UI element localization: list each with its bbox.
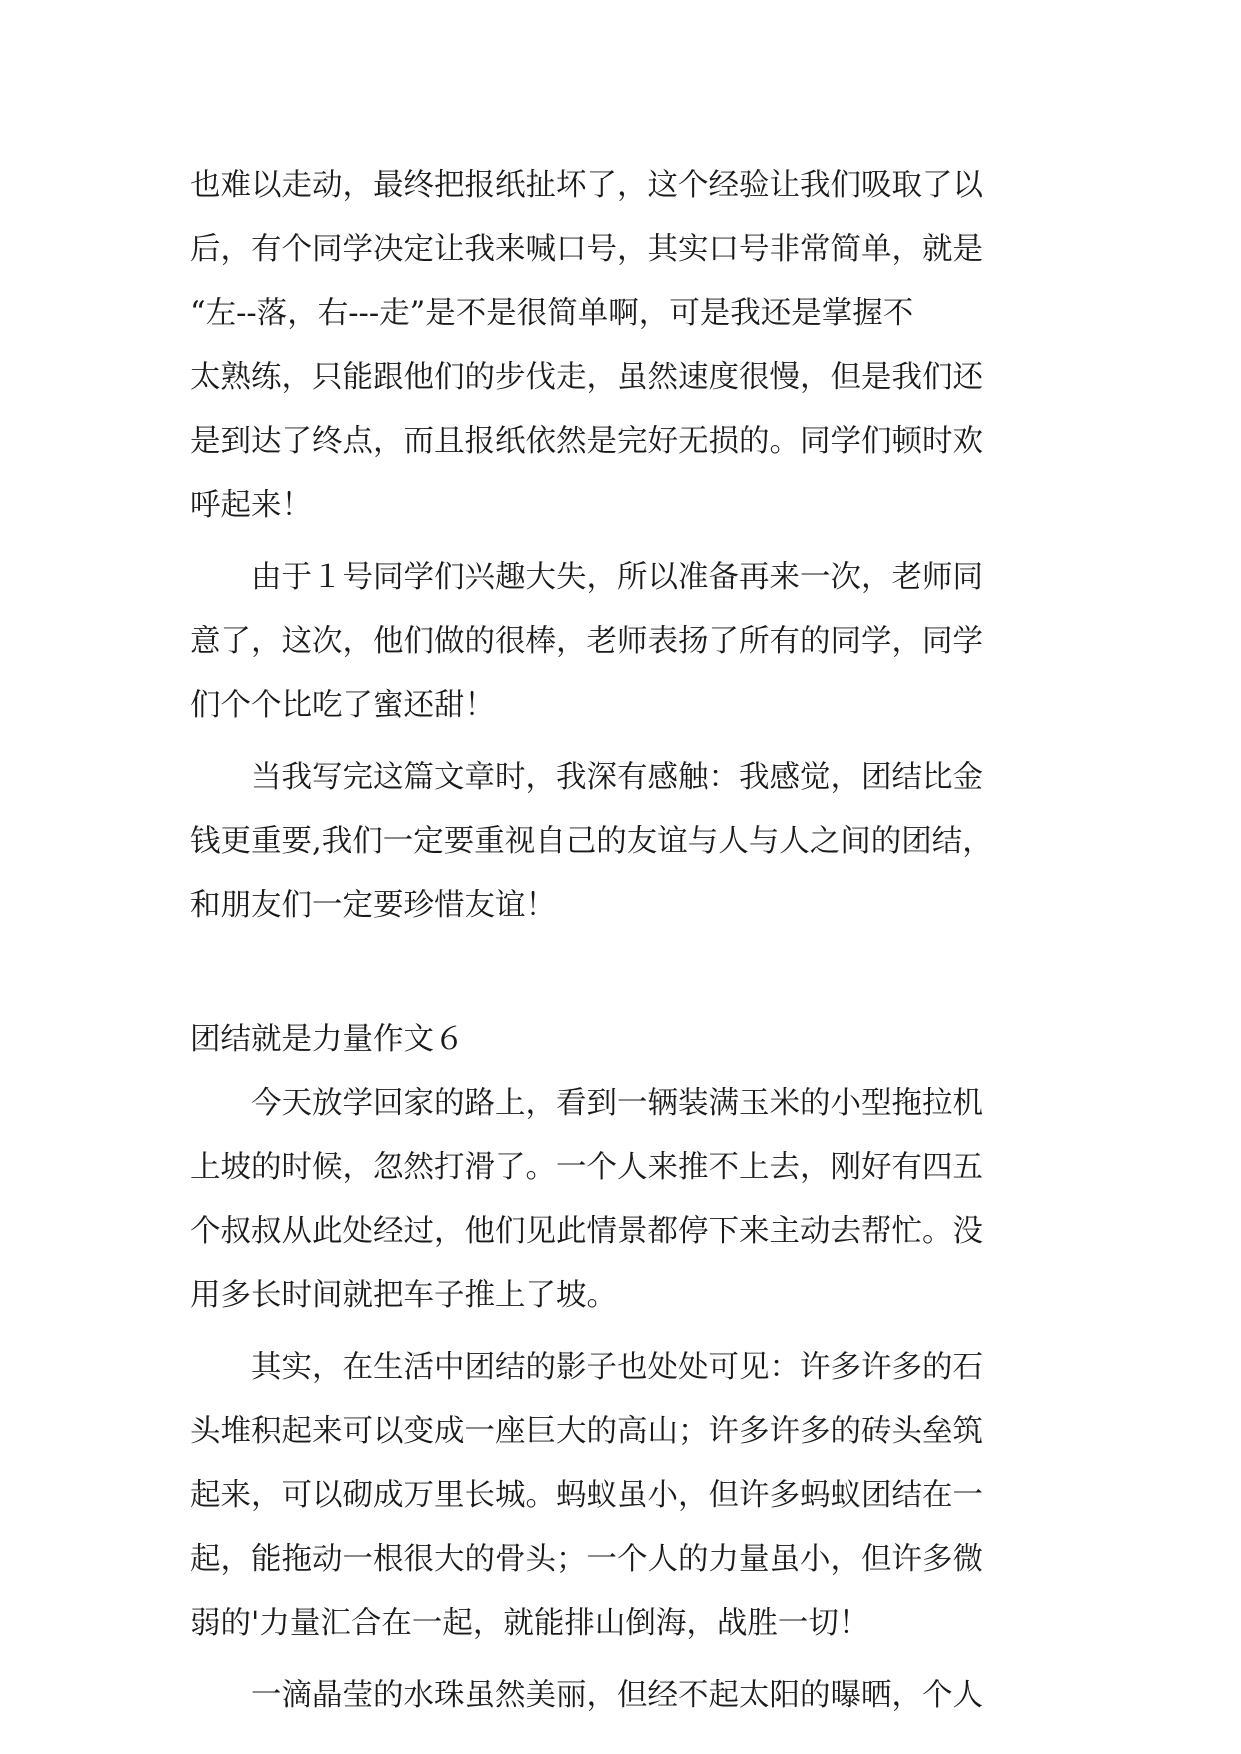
text-line: 用多长时间就把车子推上了坡。 [190, 1278, 617, 1313]
text-line: 钱更重要,我们一定要重视自己的友谊与人与人之间的团结， [190, 824, 993, 859]
document-body [190, 154, 1060, 1728]
text-line: 今天放学回家的路上，看到一辆装满玉米的小型拖拉机 [190, 1086, 983, 1121]
text-line: 当我写完这篇文章时，我深有感触：我感觉，团结比金 [190, 760, 983, 795]
paragraph [190, 1072, 1060, 1328]
text-line: 其实，在生活中团结的影子也处处可见：许多许多的石 [190, 1350, 983, 1385]
text-line: 由于１号同学们兴趣大失，所以准备再来一次，老师同 [190, 560, 983, 595]
paragraph [190, 746, 1060, 938]
text-line: 头堆积起来可以变成一座巨大的高山；许多许多的砖头垒筑 [190, 1414, 983, 1449]
section-spacer [190, 938, 1060, 1008]
paragraph [190, 154, 1060, 538]
text-line: 个叔叔从此处经过，他们见此情景都停下来主动去帮忙。没 [190, 1214, 983, 1249]
paragraph [190, 1664, 1060, 1728]
text-line: 后，有个同学决定让我来喊口号，其实口号非常简单，就是 [190, 232, 983, 267]
text-line: “左--落，右---走”是不是很简单啊，可是我还是掌握不 [190, 296, 914, 331]
text-line: 也难以走动，最终把报纸扯坏了，这个经验让我们吸取了以 [190, 168, 983, 203]
text-line: 是到达了终点，而且报纸依然是完好无损的。同学们顿时欢 [190, 424, 983, 459]
text-line: 弱的'力量汇合在一起，就能排山倒海，战胜一切！ [190, 1606, 870, 1641]
text-line: 们个个比吃了蜜还甜！ [190, 688, 495, 723]
text-line: 一滴晶莹的水珠虽然美丽，但经不起太阳的曝晒，个人 [190, 1678, 983, 1713]
text-line: 起来，可以砌成万里长城。蚂蚁虽小，但许多蚂蚁团结在一 [190, 1478, 983, 1513]
section-title: 团结就是力量作文６ [190, 1022, 465, 1057]
paragraph [190, 1336, 1060, 1656]
text-line: 起，能拖动一根很大的骨头；一个人的力量虽小，但许多微 [190, 1542, 983, 1577]
text-line: 和朋友们一定要珍惜友谊！ [190, 888, 556, 923]
text-line: 呼起来！ [190, 488, 312, 523]
text-line: 意了，这次，他们做的很棒，老师表扬了所有的同学，同学 [190, 624, 983, 659]
paragraph [190, 546, 1060, 738]
text-line: 上坡的时候，忽然打滑了。一个人来推不上去，刚好有四五 [190, 1150, 983, 1185]
text-line: 太熟练，只能跟他们的步伐走，虽然速度很慢，但是我们还 [190, 360, 983, 395]
